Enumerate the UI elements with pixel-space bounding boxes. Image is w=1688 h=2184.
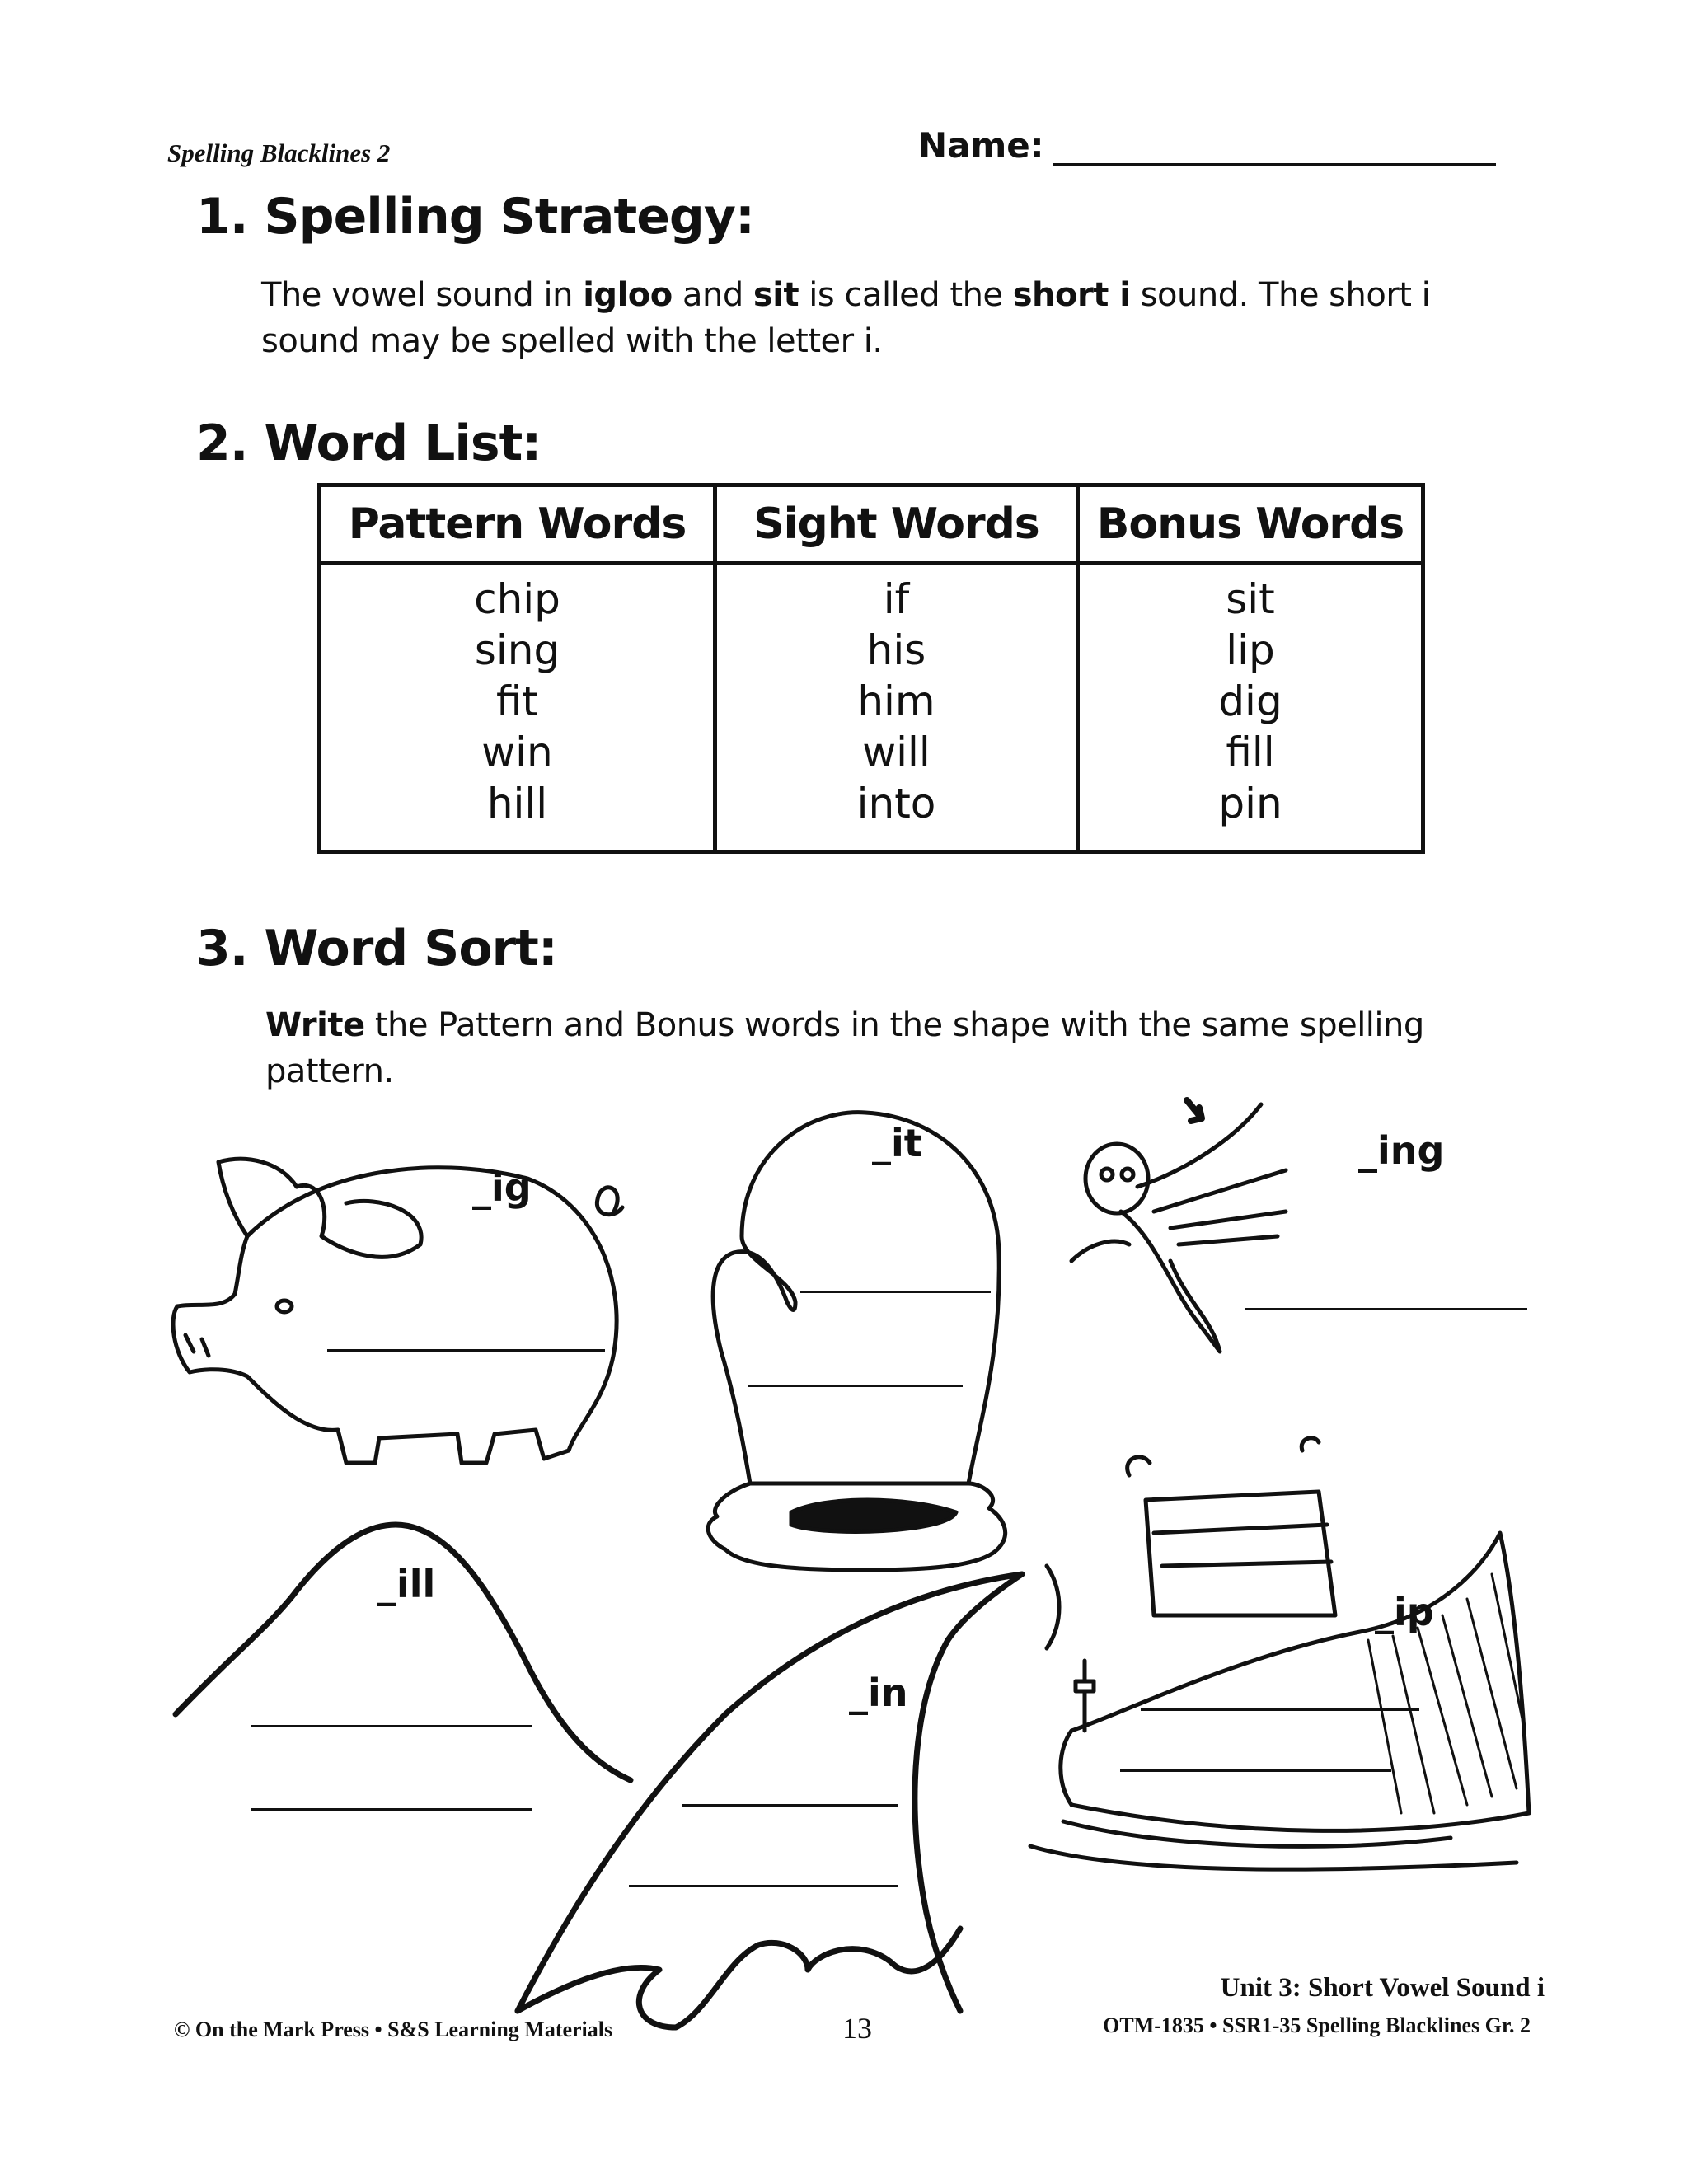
pig-illustration	[173, 1159, 622, 1463]
word: into	[856, 780, 936, 827]
word: chip	[474, 575, 560, 623]
word: if	[883, 575, 910, 623]
section-3-title: 3. Word Sort:	[196, 920, 557, 977]
ship-answer-line-1[interactable]	[1141, 1708, 1419, 1711]
mitten-answer-line-1[interactable]	[800, 1291, 991, 1293]
strategy-text: The vowel sound in igloo and sit is called the short i sound. The short i sound may be spelled with the letter i.	[261, 276, 1431, 360]
word-sort-instruction: Write the Pattern and Bonus words in the shape with the same spelling pattern.	[265, 1006, 1424, 1090]
word: will	[862, 729, 931, 776]
section-2-title: 2. Word List:	[196, 415, 542, 472]
mitten-illustration	[708, 1113, 1006, 1570]
bird-pattern-label: _ing	[1358, 1128, 1445, 1173]
shark-fin-illustration	[518, 1566, 1059, 2027]
bird-answer-line[interactable]	[1245, 1308, 1527, 1310]
word: hill	[486, 780, 548, 827]
header-bonus-words: Bonus Words	[1078, 485, 1423, 564]
word: sing	[474, 626, 560, 674]
mitten-answer-line-2[interactable]	[748, 1385, 963, 1387]
fin-answer-line-2[interactable]	[629, 1885, 898, 1887]
hill-answer-line-1[interactable]	[251, 1725, 532, 1727]
header-pattern-words: Pattern Words	[320, 485, 715, 564]
mitten-pattern-label: _it	[872, 1121, 922, 1165]
pig-pattern-label: _ig	[472, 1165, 532, 1210]
fin-answer-line-1[interactable]	[682, 1804, 898, 1807]
word: dig	[1218, 677, 1282, 725]
word: him	[857, 677, 935, 725]
word: fit	[495, 677, 539, 725]
section-1-title: 1. Spelling Strategy:	[196, 188, 754, 246]
word: fill	[1226, 729, 1275, 776]
fin-pattern-label: _in	[849, 1671, 908, 1715]
name-label: Name:	[918, 125, 1044, 166]
ship-answer-line-2[interactable]	[1120, 1769, 1391, 1772]
pig-answer-line[interactable]	[327, 1349, 605, 1352]
word: his	[866, 626, 926, 674]
unit-title: Unit 3: Short Vowel Sound i	[1220, 1973, 1545, 2003]
ship-illustration	[1030, 1438, 1529, 1869]
word: lip	[1226, 626, 1275, 674]
page-number: 13	[842, 2012, 872, 2045]
copyright: © On the Mark Press • S&S Learning Materials	[174, 2018, 613, 2041]
series-title: Spelling Blacklines 2	[167, 138, 391, 167]
ship-pattern-label: _ip	[1375, 1590, 1434, 1634]
header-sight-words: Sight Words	[715, 485, 1078, 564]
word: win	[481, 729, 553, 776]
hill-answer-line-2[interactable]	[251, 1808, 532, 1811]
product-code: OTM-1835 • SSR1-35 Spelling Blacklines Gr. 2	[1103, 2013, 1531, 2037]
bird-illustration	[1071, 1100, 1286, 1352]
word: sit	[1226, 575, 1275, 623]
hill-pattern-label: _ill	[377, 1562, 436, 1606]
word: pin	[1218, 780, 1282, 827]
